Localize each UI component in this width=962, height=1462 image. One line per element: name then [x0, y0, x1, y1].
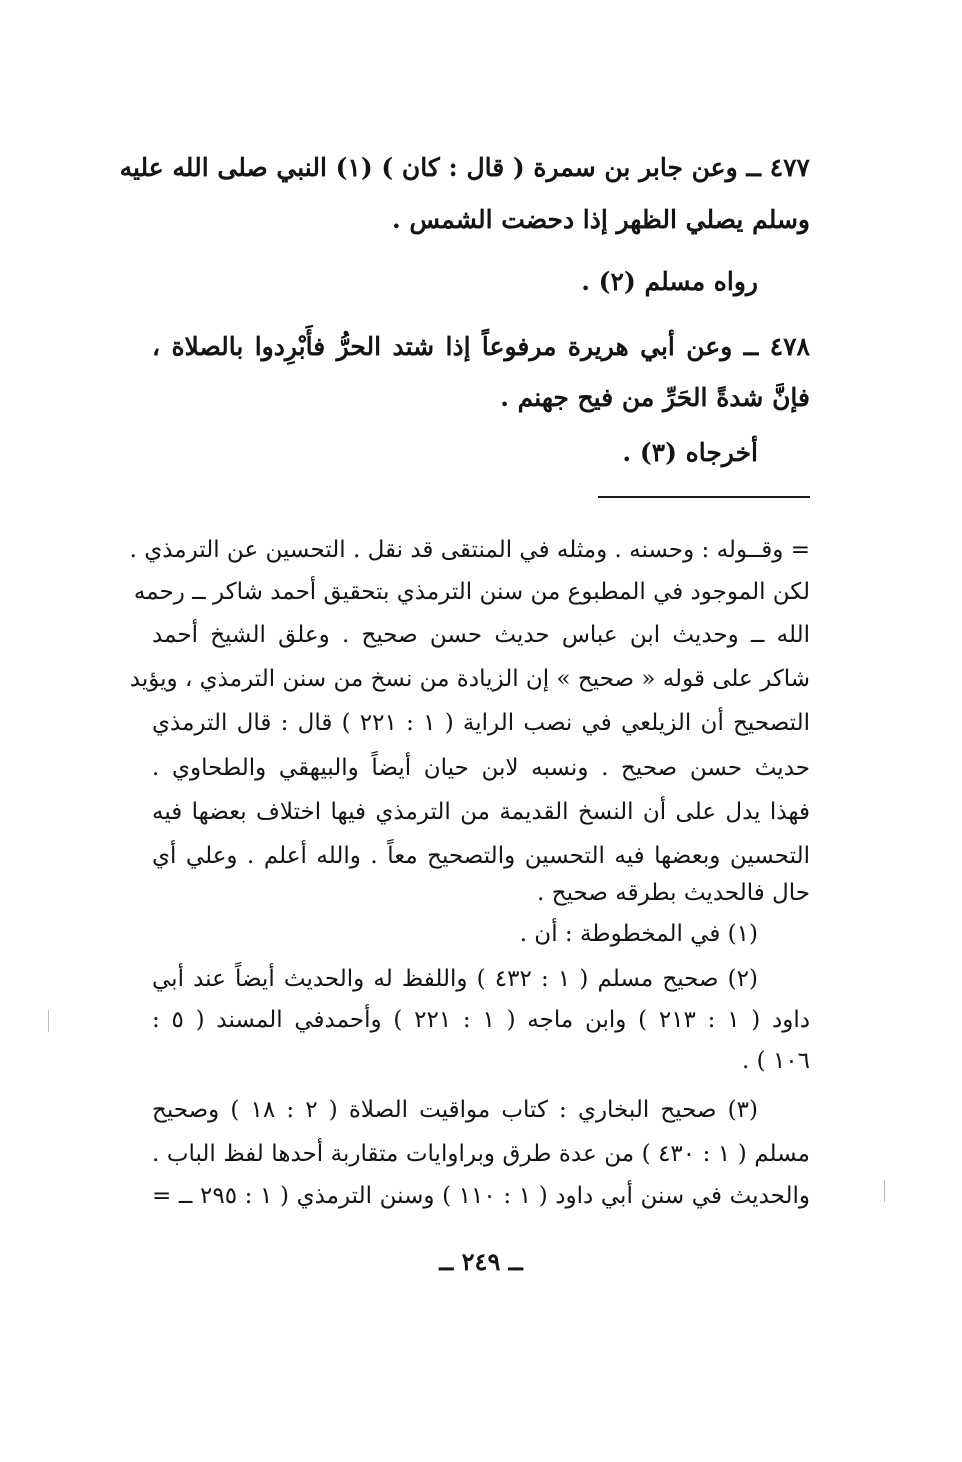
footnote-3-line-1: (٣) صحيح البخاري : كتاب مواقيت الصلاة ( ٢ : ١٨ ) وصحيح	[152, 1097, 758, 1123]
footnote-continuation-line-6: حديث حسن صحيح . ونسبه لابن حيان أيضاً والبيهقي والطحاوي .	[152, 755, 810, 781]
hadith-478-source: أخرجاه (٣) .	[622, 438, 758, 467]
scan-mark-right	[884, 1180, 885, 1202]
footnote-1: (١) في المخطوطة : أن .	[519, 921, 758, 947]
footnote-2-line-1: (٢) صحيح مسلم ( ١ : ٤٣٢ ) واللفظ له والحديث أيضاً عند أبي	[152, 966, 758, 992]
footnote-continuation-line-7: فهذا يدل على أن النسخ القديمة من الترمذي فيها اختلاف بعضها فيه	[152, 799, 810, 825]
footnote-continuation-line-8: التحسين وبعضها فيه التحسين والتصحيح معاً . والله أعلم . وعلي أي	[152, 843, 810, 869]
footnote-2-line-3: ١٠٦ ) .	[742, 1048, 810, 1074]
scan-mark-left	[48, 1010, 49, 1032]
footnote-3-line-2: مسلم ( ١ : ٤٣٠ ) من عدة طرق وبراوايات متقاربة أحدها لفظ الباب .	[152, 1141, 810, 1167]
footnote-2-line-2: داود ( ١ : ٢١٣ ) وابن ماجه ( ١ : ٢٢١ ) وأحمدفي المسند ( ٥ :	[152, 1007, 811, 1033]
footnote-continuation-line-1: = وقــوله : وحسنه . ومثله في المنتقى قد نقل . التحسين عن الترمذي .	[129, 537, 810, 563]
page-number: ــ ٢٤٩ ــ	[439, 1247, 523, 1276]
hadith-478-line-2: فإنَّ شدةً الحَرِّ من فيح جهنم .	[500, 383, 810, 412]
footnote-continuation-line-5: التصحيح أن الزيلعي في نصب الراية ( ١ : ٢٢١ ) قال : قال الترمذي	[152, 710, 810, 736]
footnote-continuation-line-4: شاكر على قوله « صحيح » إن الزيادة من نسخ من سنن الترمذي ، ويؤيد	[129, 666, 810, 692]
hadith-477-line-1: ٤٧٧ ــ وعن جابر بن سمرة ( قال : كان ) (١) النبي صلى الله عليه	[119, 153, 810, 182]
hadith-478-line-1: ٤٧٨ ــ وعن أبي هريرة مرفوعاً إذا شتد الحرُّ فأَبْرِدوا بالصلاة ،	[152, 332, 810, 361]
hadith-477-source: رواه مسلم (٢) .	[581, 267, 758, 296]
footnote-continuation-line-2: لكن الموجود في المطبوع من سنن الترمذي بتحقيق أحمد شاكر ــ رحمه	[133, 579, 810, 605]
footnote-separator	[598, 496, 810, 498]
hadith-477-line-2: وسلم يصلي الظهر إذا دحضت الشمس .	[391, 205, 810, 234]
footnote-3-line-3: والحديث في سنن أبي داود ( ١ : ١١٠ ) وسنن الترمذي ( ١ : ٢٩٥ ــ =	[152, 1183, 810, 1209]
footnote-continuation-line-3: الله ــ وحديث ابن عباس حديث حسن صحيح . وعلق الشيخ أحمد	[152, 622, 810, 648]
footnote-continuation-line-9: حال فالحديث بطرقه صحيح .	[537, 880, 810, 906]
